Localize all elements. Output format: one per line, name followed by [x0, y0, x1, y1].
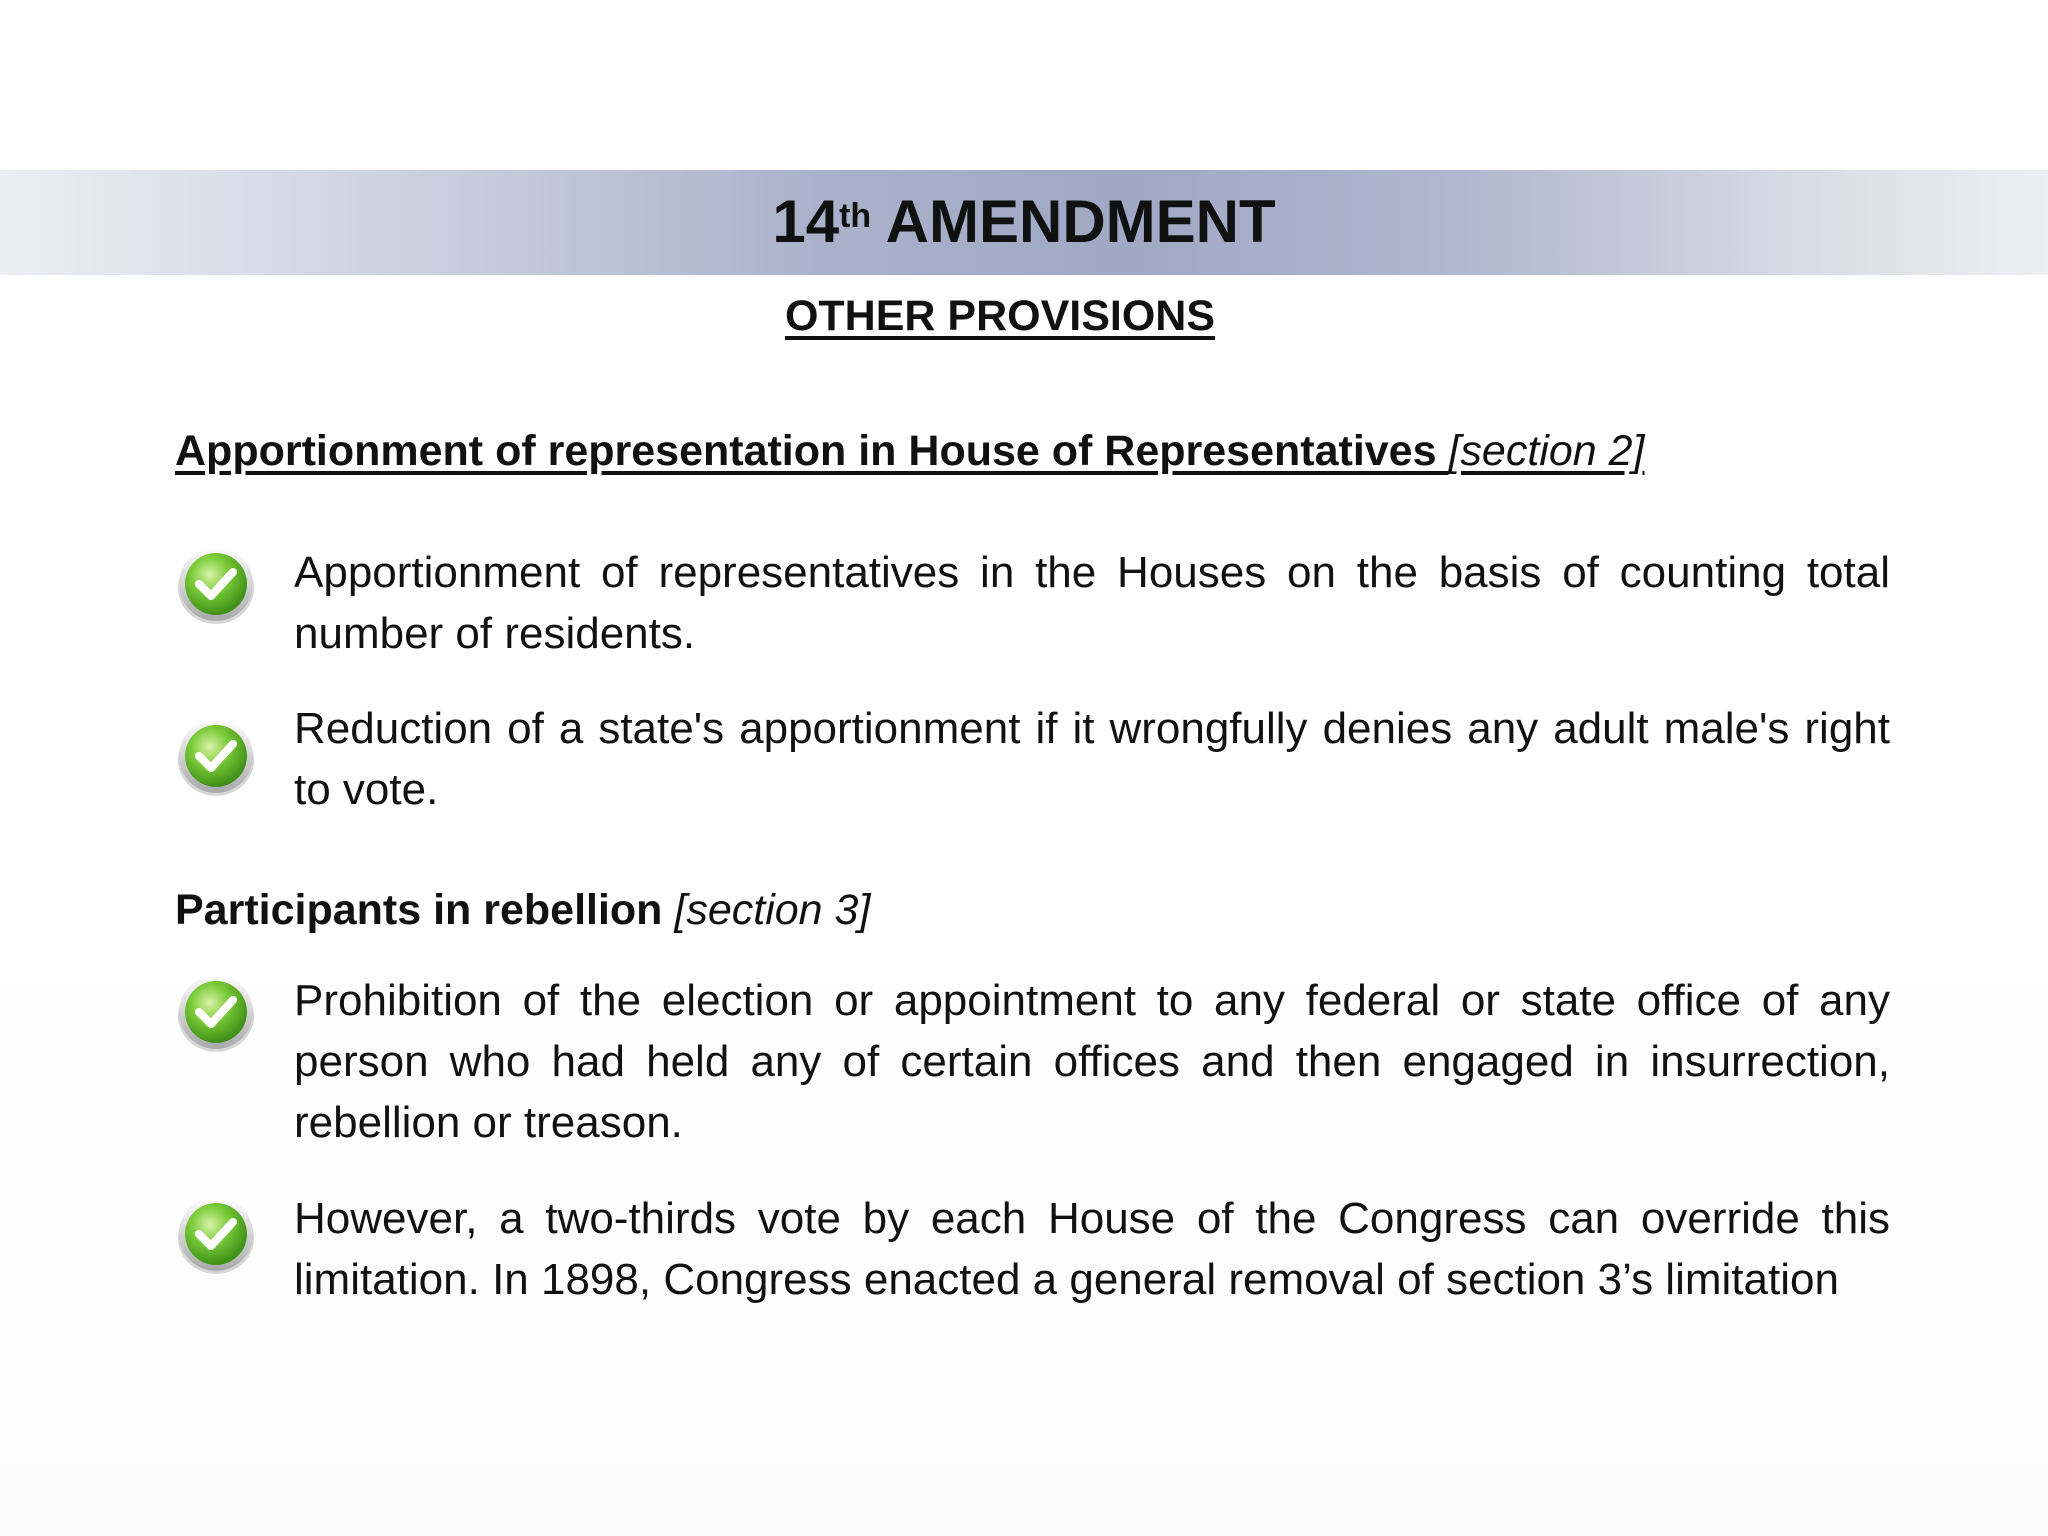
title-rest: AMENDMENT — [885, 188, 1276, 255]
checkmark-icon — [175, 716, 257, 798]
bullet-text: Prohibition of the election or appointment to any federal or state office of any person who had held any of certain offices and then engaged in insurrection, rebellion or treason. — [294, 976, 1890, 1147]
section-heading-apportionment — [175, 423, 1644, 479]
title-number: 14 — [772, 188, 840, 255]
section-heading-text: Apportionment of representation in House of Representatives — [175, 427, 1437, 475]
slide-subtitle: OTHER PROVISIONS — [784, 292, 1216, 340]
section-heading-text: Participants in rebellion — [175, 886, 663, 934]
section-heading-rebellion — [175, 882, 870, 938]
title-superscript: th — [839, 197, 872, 235]
slide-title — [0, 178, 2048, 266]
bullet-text: Reduction of a state's apportionment if it wrongfully denies any adult male's right to vote. — [294, 704, 1890, 814]
checkmark-icon — [175, 1194, 257, 1276]
bullet-text: Apportionment of representatives in the Houses on the basis of counting total number of residents. — [294, 548, 1890, 658]
section-reference: [section 3] — [674, 886, 871, 934]
section-reference: [section 2] — [1448, 427, 1645, 475]
checkmark-icon — [175, 972, 257, 1054]
bullet-text: However, a two-thirds vote by each House of the Congress can override this limitation. In 1898, Congress enacted a general removal of section 3’s limitation — [294, 1194, 1890, 1304]
checkmark-icon — [175, 544, 257, 626]
